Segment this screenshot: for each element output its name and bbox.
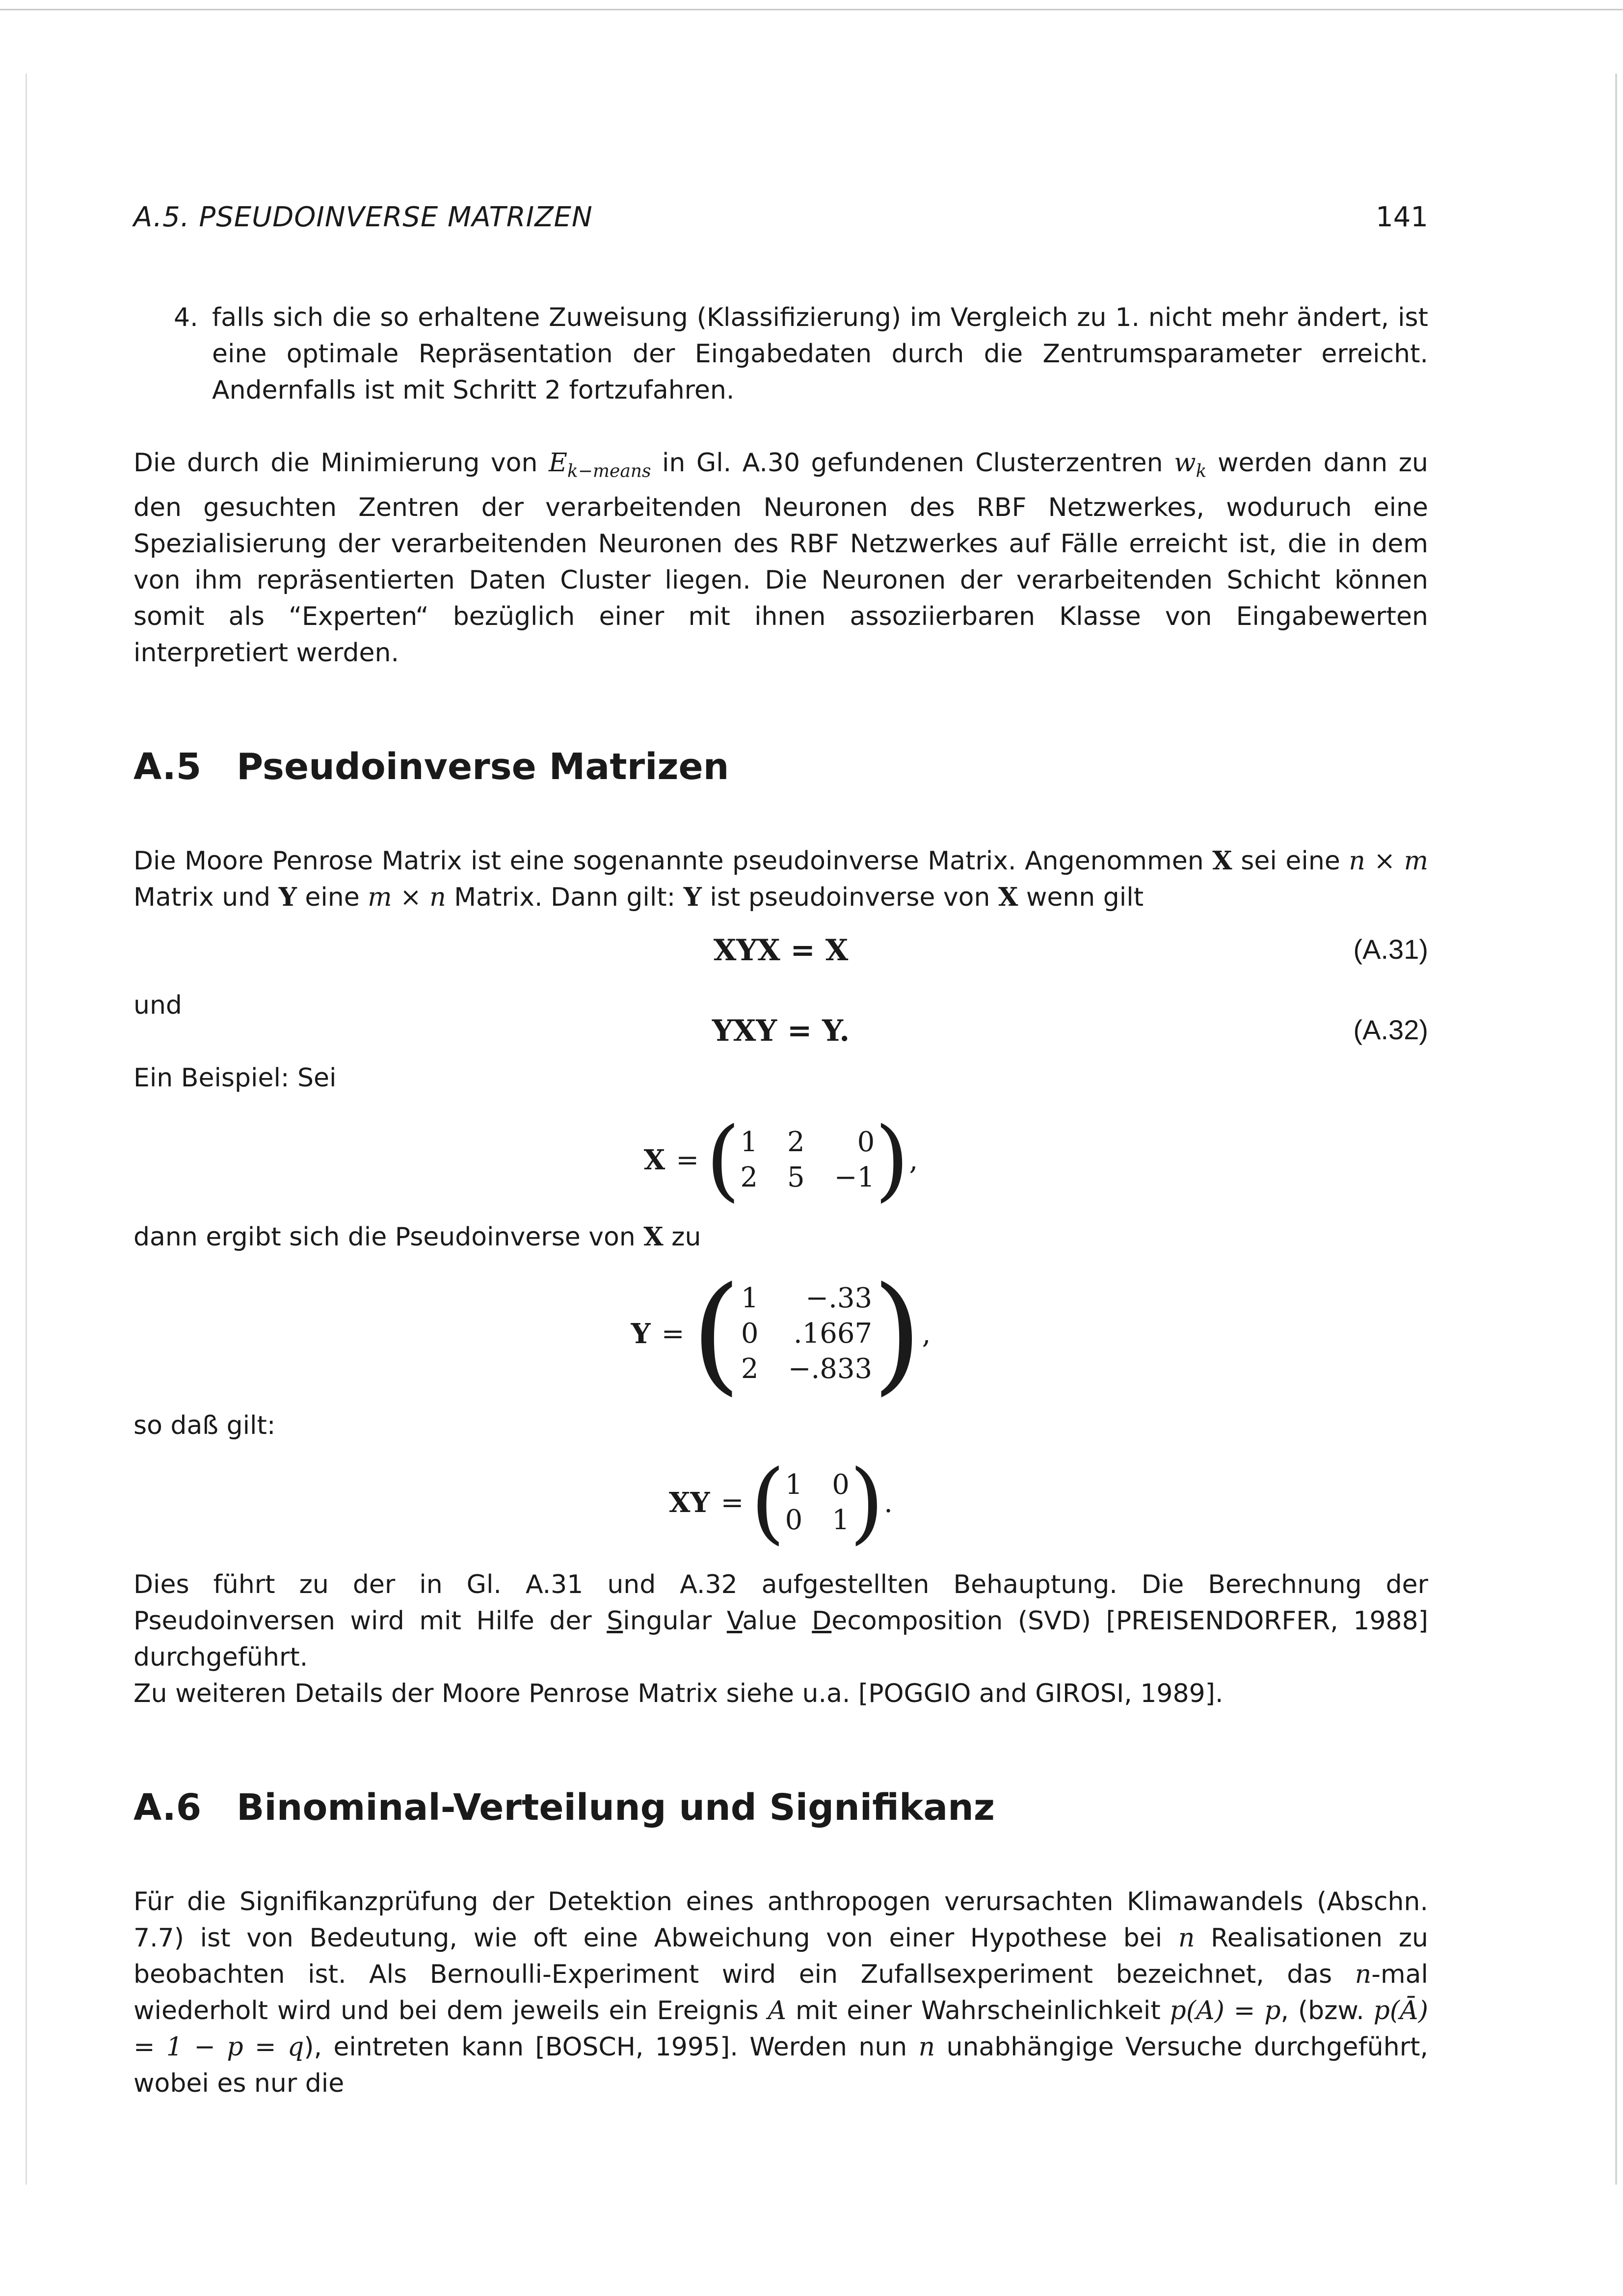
- scan-edge-top: [0, 9, 1623, 10]
- text-run: Für die Signifikanzprüfung der Detektion eines anthropogen verursachten Klimawandels (Abschn. 7.7) ist von Bedeutung, wie oft eine Abweichung von einer Hypothese bei: [133, 1887, 1428, 1953]
- math-probability: p(A) = p: [1170, 1996, 1281, 2026]
- paragraph-details: Zu weiteren Details der Moore Penrose Matrix siehe u.a. [POGGIO and GIROSI, 1989].: [133, 1679, 1224, 1709]
- equation-number: (A.31): [1353, 934, 1428, 965]
- equals-sign: =: [720, 1486, 744, 1519]
- equals-sign: =: [661, 1318, 685, 1350]
- matrix-xy-grid: [785, 1467, 850, 1538]
- left-paren: (: [691, 1260, 741, 1408]
- matrix-y-equation: [133, 1260, 1428, 1408]
- math-n: n: [1355, 1960, 1372, 1990]
- math-w-k: [1174, 448, 1207, 482]
- text-run: Die Moore Penrose Matrix ist eine sogenannte pseudoinverse Matrix. Angenommen: [133, 846, 1213, 876]
- text-run: Realisationen zu beobachten ist. Als Bernoulli-Experiment wird ein Zufallsexperiment bezeichnet, das: [133, 1923, 1429, 1990]
- text-run: zu: [663, 1222, 701, 1252]
- matrix-cell: 0: [785, 1504, 803, 1537]
- matrix-cell: 1: [741, 1282, 759, 1315]
- math-x: X: [643, 1222, 664, 1252]
- math-symbol: E: [548, 448, 567, 478]
- example-intro: Ein Beispiel: Sei: [133, 1063, 337, 1093]
- text-run: Matrix. Dann gilt:: [446, 883, 684, 913]
- text-run: unabhängige Versuche durchgeführt, wobei es nur die: [133, 2032, 1428, 2099]
- matrix-punctuation: ,: [922, 1318, 931, 1350]
- equation-a32: [133, 1014, 1428, 1057]
- math-subscript: k: [1196, 461, 1207, 482]
- text-run: ist pseudoinverse von: [701, 883, 998, 913]
- matrix-punctuation: ,: [909, 1144, 918, 1176]
- underlined-letter: D: [812, 1606, 832, 1636]
- text-run: ecomposition (SVD) [PREISENDORFER, 1988] durchgeführt.: [133, 1606, 1428, 1673]
- matrix-cell: .1667: [793, 1318, 873, 1350]
- matrix-x-grid: [740, 1125, 875, 1195]
- matrix-cell: 5: [787, 1162, 805, 1194]
- text-run: sei eine: [1232, 846, 1349, 876]
- text-run: alue: [742, 1606, 812, 1636]
- text-run: Matrix und: [133, 883, 279, 913]
- text-run: werden dann zu den gesuchten Zentren der verarbeitenden Neuronen des RBF Netzwerkes, woduruch eine Spezialisierung der verarbeitenden Neuronen des RBF Netzwerkes auf Fälle erreicht ist, die in dem von ihm repräsentierten Daten Cluster liegen. Die Neuronen der verarbeitenden Schicht können somit als “Experten“ bezüglich einer mit ihnen assoziierbaren Klasse von Eingabewerten interpretiert werden.: [133, 448, 1429, 668]
- equation-a31: [133, 933, 1428, 976]
- math-y: Y: [278, 882, 297, 913]
- scan-edge-left: [26, 74, 27, 2185]
- math-e-kmeans: [548, 448, 651, 482]
- equation-expression: YXY = Y.: [712, 1014, 850, 1049]
- math-a: A: [768, 1996, 787, 2026]
- text-run: dann ergibt sich die Pseudoinverse von: [133, 1222, 644, 1252]
- section-number: A.6: [133, 1786, 202, 1829]
- list-item-4: [133, 299, 1428, 408]
- matrix-xy-equation: [133, 1451, 1428, 1554]
- paragraph-svd: [133, 1567, 1428, 1675]
- text-run: , (bzw.: [1280, 1996, 1374, 2026]
- matrix-punctuation: .: [884, 1486, 893, 1519]
- scan-edge-right: [1615, 74, 1617, 2185]
- math-n: n: [1178, 1923, 1195, 1953]
- text-run: wenn gilt: [1018, 883, 1144, 913]
- section-title: Pseudoinverse Matrizen: [237, 746, 729, 788]
- matrix-cell: −.833: [788, 1353, 873, 1385]
- right-paren: ): [849, 1451, 884, 1554]
- word-und: und: [133, 991, 182, 1021]
- math-x: X: [998, 882, 1018, 913]
- equals-sign: =: [676, 1144, 699, 1176]
- section-title: Binominal-Verteilung und Signifikanz: [237, 1786, 995, 1829]
- matrix-lhs: Y: [631, 1318, 651, 1351]
- matrix-cell: 0: [832, 1469, 850, 1501]
- matrix-lhs: X: [643, 1144, 665, 1177]
- section-heading-a5: [133, 745, 1428, 789]
- left-paren: (: [750, 1451, 785, 1554]
- paragraph-clusterzentren: [133, 445, 1428, 671]
- math-y: Y: [683, 882, 702, 913]
- matrix-cell: −1: [834, 1162, 875, 1194]
- page-header: [133, 201, 1428, 241]
- text-run: -mal wiederholt wird und bei dem jeweils ein Ereignis: [133, 1960, 1428, 2026]
- matrix-cell: 2: [741, 1353, 759, 1385]
- math-symbol: w: [1174, 448, 1196, 478]
- then-text: [133, 1219, 1428, 1255]
- underlined-letter: S: [607, 1606, 623, 1636]
- list-item-text: falls sich die so erhaltene Zuweisung (Klassifizierung) im Vergleich zu 1. nicht mehr ändert, ist eine optimale Repräsentation der Eingabedaten durch die Zentrumsparameter erreicht. Andernfalls ist mit Schritt 2 fortzufahren.: [212, 303, 1428, 405]
- matrix-cell: 2: [740, 1162, 758, 1194]
- equation-expression: XYX = X: [713, 933, 849, 968]
- math-dimension: n × m: [1349, 846, 1428, 876]
- text-run: Dies führt zu der in Gl. A.31 und A.32 aufgestellten Behauptung. Die Berechnung der Pseudoinversen wird mit Hilfe der: [133, 1570, 1428, 1636]
- left-paren: (: [706, 1108, 741, 1212]
- section-number: A.5: [133, 746, 202, 788]
- text-run: mit einer Wahrscheinlichkeit: [786, 1996, 1170, 2026]
- text-run: ingular: [623, 1606, 727, 1636]
- matrix-cell: 0: [741, 1318, 759, 1350]
- equation-number: (A.32): [1353, 1014, 1428, 1046]
- paragraph-moore-penrose: [133, 843, 1428, 916]
- text-run: eine: [296, 883, 368, 913]
- math-n: n: [918, 2032, 935, 2062]
- matrix-cell: −.33: [805, 1282, 873, 1315]
- matrix-cell: 2: [787, 1126, 805, 1159]
- section-heading-a6: [133, 1785, 1428, 1830]
- running-head: A.5. PSEUDOINVERSE MATRIZEN: [133, 201, 593, 233]
- text-run: Die durch die Minimierung von: [133, 448, 549, 478]
- matrix-x-equation: [133, 1108, 1428, 1212]
- matrix-cell: 1: [832, 1504, 850, 1537]
- matrix-lhs: XY: [669, 1486, 710, 1519]
- text-run: ), eintreten kann [BOSCH, 1995]. Werden nun: [304, 2032, 919, 2062]
- so-text: so daß gilt:: [133, 1411, 276, 1441]
- text-run: in Gl. A.30 gefundenen Clusterzentren: [651, 448, 1174, 478]
- matrix-cell: 1: [740, 1126, 758, 1159]
- underlined-letter: V: [726, 1606, 743, 1636]
- matrix-cell: 0: [857, 1126, 875, 1159]
- right-paren: ): [875, 1108, 909, 1212]
- paragraph-bernoulli: [133, 1884, 1428, 2102]
- matrix-y-grid: [741, 1281, 872, 1387]
- list-item-number: 4.: [174, 303, 198, 332]
- math-subscript: k−means: [567, 461, 651, 482]
- page-content: [133, 299, 1428, 2102]
- matrix-cell: 1: [785, 1469, 803, 1501]
- math-probability-complement: p(Ā) = 1 − p = q: [133, 1996, 1428, 2062]
- math-dimension: m × n: [368, 883, 446, 913]
- right-paren: ): [872, 1260, 922, 1408]
- math-x: X: [1212, 846, 1232, 876]
- page-number: 141: [1376, 201, 1428, 233]
